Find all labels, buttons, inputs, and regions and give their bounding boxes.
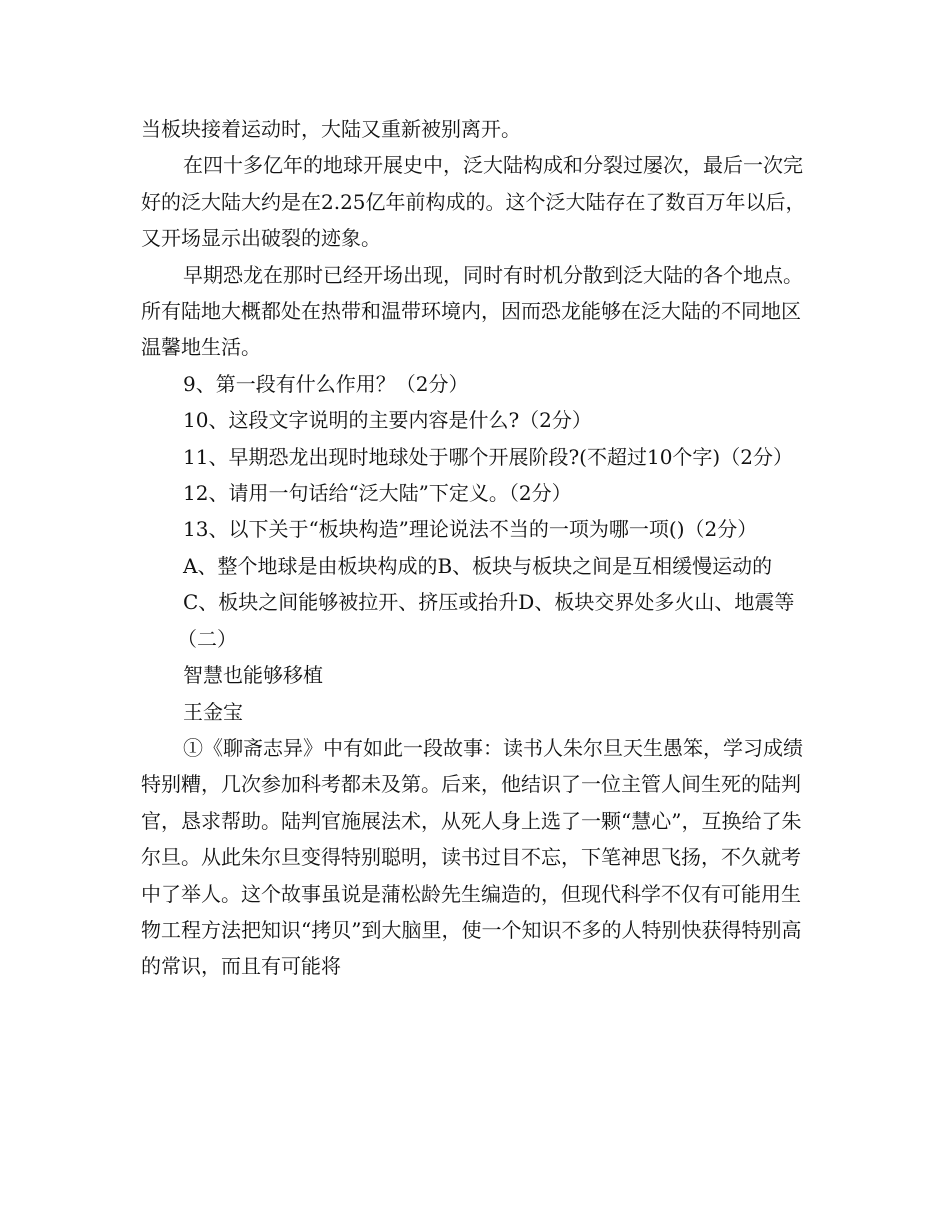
section-number: （二） <box>177 626 237 651</box>
paragraph: 当板块接着运动时，大陆又重新被别离开。 <box>141 117 521 141</box>
question-10: 10、这段文字说明的主要内容是什么?（2分） <box>183 408 592 433</box>
question-9: 9、第一段有什么作用？（2分） <box>183 371 469 396</box>
paragraph: 早期恐龙在那时已经开场出现，同时有时机分散到泛大陆的各个地点。所有陆地大概都处在热带和温带环境内，因而恐龙能够在泛大陆的不同地区温馨地生活。 <box>141 262 803 360</box>
paragraph: 在四十多亿年的地球开展史中，泛大陆构成和分裂过屡次，最后一次完好的泛大陆大约是在2.25亿年前构成的。这个泛大陆存在了数百万年以后，又开场显示出破裂的迹象。 <box>141 153 806 251</box>
option-a-b: A、整个地球是由板块构成的B、板块与板块之间是互相缓慢运动的 <box>183 553 773 578</box>
document-body <box>141 111 813 985</box>
article-author: 王金宝 <box>183 699 243 724</box>
question-13: 13、以下关于“板块构造”理论说法不当的一项为哪一项()（2分） <box>183 517 758 542</box>
question-12: 12、请用一句话给“泛大陆”下定义。（2分） <box>183 481 572 506</box>
article-title: 智慧也能够移植 <box>183 663 323 688</box>
question-11: 11、早期恐龙出现时地球处于哪个开展阶段?(不超过10个字)（2分） <box>183 444 793 469</box>
article-paragraph: ①《聊斋志异》中有如此一段故事：读书人朱尔旦天生愚笨，学习成绩特别糟，几次参加科考都未及第。后来，他结识了一位主管人间生死的陆判官，恳求帮助。陆判官施展法术，从死人身上选了一颗“慧心”，互换给了朱尔旦。从此朱尔旦变得特别聪明，读书过目不忘，下笔神思飞扬，不久就考中了举人。这个故事虽说是蒲松龄先生编造的，但现代科学不仅有可能用生物工程方法把知识“拷贝”到大脑里，使一个知识不多的人特别快获得特别高的常识，而且有可能将 <box>141 735 803 979</box>
option-c-d: C、板块之间能够被拉开、挤压或抬升D、板块交界处多火山、地震等 <box>183 590 795 615</box>
